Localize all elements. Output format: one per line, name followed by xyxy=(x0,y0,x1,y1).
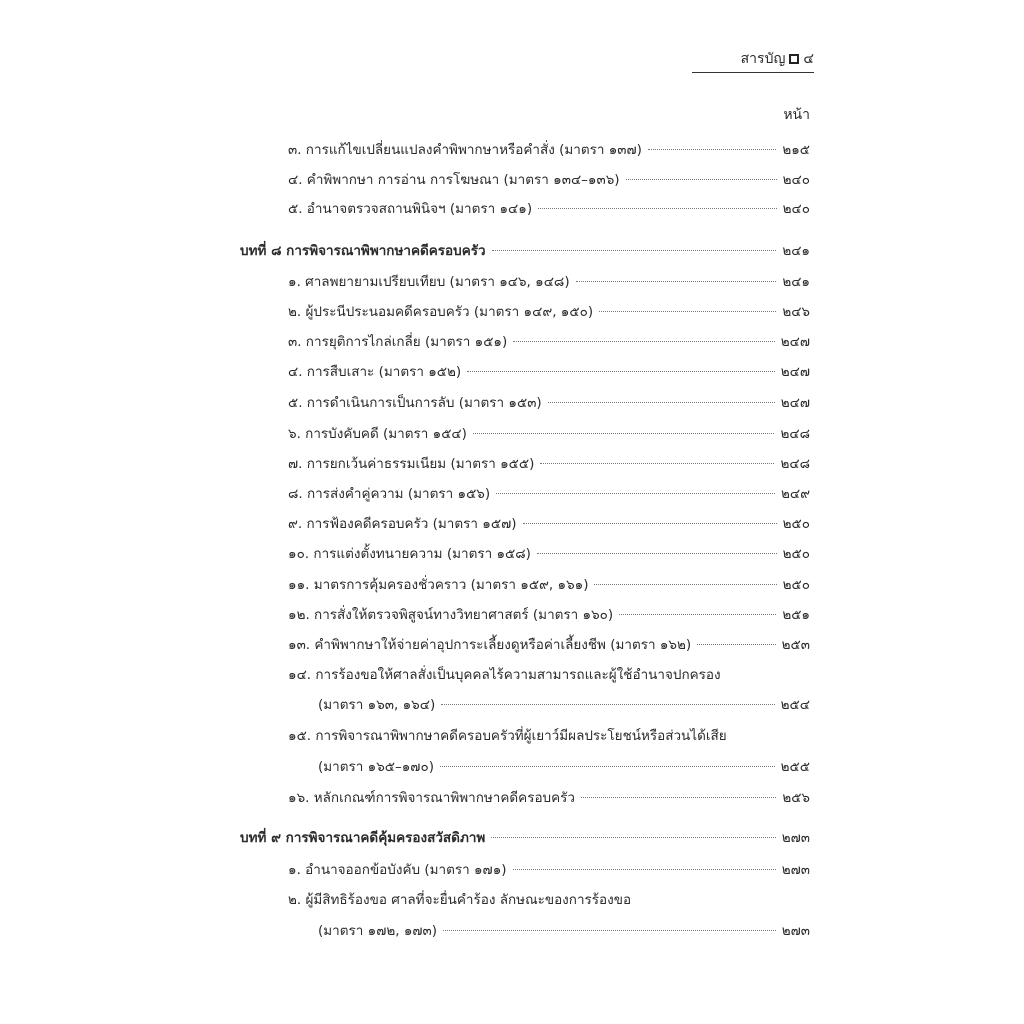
toc-entry-page: ๒๕๐ xyxy=(782,577,810,593)
toc-entry-page: ๒๔๑ xyxy=(782,243,810,259)
running-header xyxy=(692,46,814,73)
toc-entry-page: ๒๔๘ xyxy=(780,426,810,442)
toc-entry xyxy=(288,666,810,684)
toc-entry-text: ๕. การดำเนินการเป็นการลับ (มาตรา ๑๕๓) xyxy=(288,395,542,411)
leader-dots xyxy=(626,179,777,180)
toc-entry-text: ๑. อำนาจออกข้อบังคับ (มาตรา ๑๗๑) xyxy=(288,862,507,878)
toc-entry xyxy=(288,606,810,624)
toc-entry-page: ๒๕๔ xyxy=(780,697,810,713)
toc-entry-text: ๓. การยุติการไกล่เกลี่ย (มาตรา ๑๕๑) xyxy=(288,334,508,350)
toc-entry-continuation xyxy=(318,758,810,776)
toc-entry xyxy=(288,545,810,563)
leader-dots xyxy=(523,523,777,524)
toc-entry-page: ๒๔๖ xyxy=(782,304,810,320)
toc-entry-page: ๒๔๗ xyxy=(780,395,810,411)
toc-entry-text: ๑๑. มาตรการคุ้มครองชั่วคราว (มาตรา ๑๕๙, ๑๖๑) xyxy=(288,577,589,593)
leader-dots xyxy=(467,371,775,372)
toc-entry-continuation xyxy=(318,696,810,714)
leader-dots xyxy=(619,614,776,615)
leader-dots xyxy=(513,869,776,870)
toc-entry-text: ๓. การแก้ไขเปลี่ยนแปลงคำพิพากษาหรือคำสั่ง (มาตรา ๑๓๗) xyxy=(288,142,642,158)
toc-entry-text: ๑๔. การร้องขอให้ศาลสั่งเป็นบุคคลไร้ความสามารถและผู้ใช้อำนาจปกครอง xyxy=(288,667,721,683)
toc-entry-text: ๑๐. การแต่งตั้งทนายความ (มาตรา ๑๕๘) xyxy=(288,546,531,562)
toc-entry xyxy=(288,200,810,218)
toc-entry xyxy=(288,891,810,909)
toc-entry xyxy=(288,273,810,291)
toc-entry-text: บทที่ ๘ การพิจารณาพิพากษาคดีครอบครัว xyxy=(240,243,486,259)
toc-entry-text: ๑๕. การพิจารณาพิพากษาคดีครอบครัวที่ผู้เยาว์มีผลประโยชน์หรือส่วนได้เสีย xyxy=(288,728,727,744)
toc-entry-page: ๒๔๗ xyxy=(780,364,810,380)
toc-entry-page: ๒๕๕ xyxy=(780,759,810,775)
toc-entry-page: ๒๔๙ xyxy=(780,486,810,502)
toc-entry xyxy=(288,171,810,189)
toc-entry xyxy=(288,333,810,351)
leader-dots xyxy=(594,584,776,585)
toc-entry-page: ๒๔๗ xyxy=(780,334,810,350)
leader-dots xyxy=(496,493,775,494)
toc-entry-page: ๒๑๕ xyxy=(782,142,810,158)
toc-entry-text: ๙. การฟ้องคดีครอบครัว (มาตรา ๑๕๗) xyxy=(288,516,517,532)
toc-entry-page: ๒๕๐ xyxy=(782,546,810,562)
leader-dots xyxy=(443,930,776,931)
toc-chapter-heading xyxy=(240,242,810,260)
leader-dots xyxy=(697,644,775,645)
leader-dots xyxy=(513,341,774,342)
toc-entry-page: ๒๔๐ xyxy=(782,201,810,217)
toc-entry-text: ๕. อำนาจตรวจสถานพินิจฯ (มาตรา ๑๔๑) xyxy=(288,201,533,217)
leader-dots xyxy=(537,553,777,554)
toc-entry-text: (มาตรา ๑๗๒, ๑๗๓) xyxy=(318,923,438,939)
leader-dots xyxy=(648,149,776,150)
square-icon xyxy=(789,54,799,64)
toc-entry-page: ๒๔๘ xyxy=(780,456,810,472)
leader-dots xyxy=(491,837,775,838)
toc-entry-text: ๔. การสืบเสาะ (มาตรา ๑๕๒) xyxy=(288,364,462,380)
leader-dots xyxy=(581,797,776,798)
toc-entry-text: ๖. การบังคับคดี (มาตรา ๑๕๔) xyxy=(288,426,467,442)
toc-entry xyxy=(288,576,810,594)
toc-entry-text: ๑. ศาลพยายามเปรียบเทียบ (มาตรา ๑๔๖, ๑๔๘) xyxy=(288,274,570,290)
leader-dots xyxy=(576,281,777,282)
toc-entry xyxy=(288,515,810,533)
header-page-number: ๔ xyxy=(803,50,814,67)
toc-entry xyxy=(288,727,810,745)
toc-entry xyxy=(288,455,810,473)
toc-entry-text: ๒. ผู้ประนีประนอมคดีครอบครัว (มาตรา ๑๔๙, ๑๕๐) xyxy=(288,304,594,320)
toc-entry xyxy=(288,485,810,503)
toc-entry-page: ๒๕๐ xyxy=(782,516,810,532)
toc-entry-text: ๘. การส่งคำคู่ความ (มาตรา ๑๕๖) xyxy=(288,486,491,502)
leader-dots xyxy=(548,402,775,403)
toc-entry-page: ๒๕๑ xyxy=(782,607,810,623)
toc-entry-text: ๑๒. การสั่งให้ตรวจพิสูจน์ทางวิทยาศาสตร์ (มาตรา ๑๖๐) xyxy=(288,607,614,623)
leader-dots xyxy=(540,463,774,464)
toc-entry-text: บทที่ ๙ การพิจารณาคดีคุ้มครองสวัสดิภาพ xyxy=(240,830,486,846)
toc-entry-text: ๑๓. คำพิพากษาให้จ่ายค่าอุปการะเลี้ยงดูหรือค่าเลี้ยงชีพ (มาตรา ๑๖๒) xyxy=(288,637,692,653)
toc-entry-text: ๗. การยกเว้นค่าธรรมเนียม (มาตรา ๑๕๕) xyxy=(288,456,535,472)
toc-entry-page: ๒๔๐ xyxy=(782,172,810,188)
toc-entry xyxy=(288,363,810,381)
toc-entry xyxy=(288,303,810,321)
toc-entry-page: ๒๕๓ xyxy=(781,637,810,653)
leader-dots xyxy=(440,766,775,767)
toc-entry xyxy=(288,141,810,159)
toc-entry xyxy=(288,394,810,412)
toc-entry-continuation xyxy=(318,922,810,940)
toc-entry-page: ๒๗๓ xyxy=(781,923,810,939)
toc-entry-page: ๒๔๑ xyxy=(782,274,810,290)
toc-entry-text: ๒. ผู้มีสิทธิร้องขอ ศาลที่จะยื่นคำร้อง ลักษณะของการร้องขอ xyxy=(288,892,632,908)
toc-entry-page: ๒๗๓ xyxy=(781,862,810,878)
leader-dots xyxy=(441,704,774,705)
leader-dots xyxy=(492,250,777,251)
leader-dots xyxy=(473,433,775,434)
page-column-label: หน้า xyxy=(783,107,810,123)
toc-chapter-heading xyxy=(240,829,810,847)
toc-entry xyxy=(288,789,810,807)
leader-dots xyxy=(538,208,777,209)
toc-entry-page: ๒๕๖ xyxy=(782,790,810,806)
toc-entry-text: ๔. คำพิพากษา การอ่าน การโฆษณา (มาตรา ๑๓๔–๑๓๖) xyxy=(288,172,620,188)
toc-entry xyxy=(288,861,810,879)
toc-entry xyxy=(288,425,810,443)
toc-entry xyxy=(288,636,810,654)
toc-entry-text: (มาตรา ๑๖๕–๑๗๐) xyxy=(318,759,434,775)
toc-entry-text: ๑๖. หลักเกณฑ์การพิจารณาพิพากษาคดีครอบครัว xyxy=(288,790,575,806)
leader-dots xyxy=(599,311,776,312)
header-section-label: สารบัญ xyxy=(740,50,786,67)
toc-entry-text: (มาตรา ๑๖๓, ๑๖๔) xyxy=(318,697,436,713)
toc-entry-page: ๒๗๓ xyxy=(781,830,810,846)
